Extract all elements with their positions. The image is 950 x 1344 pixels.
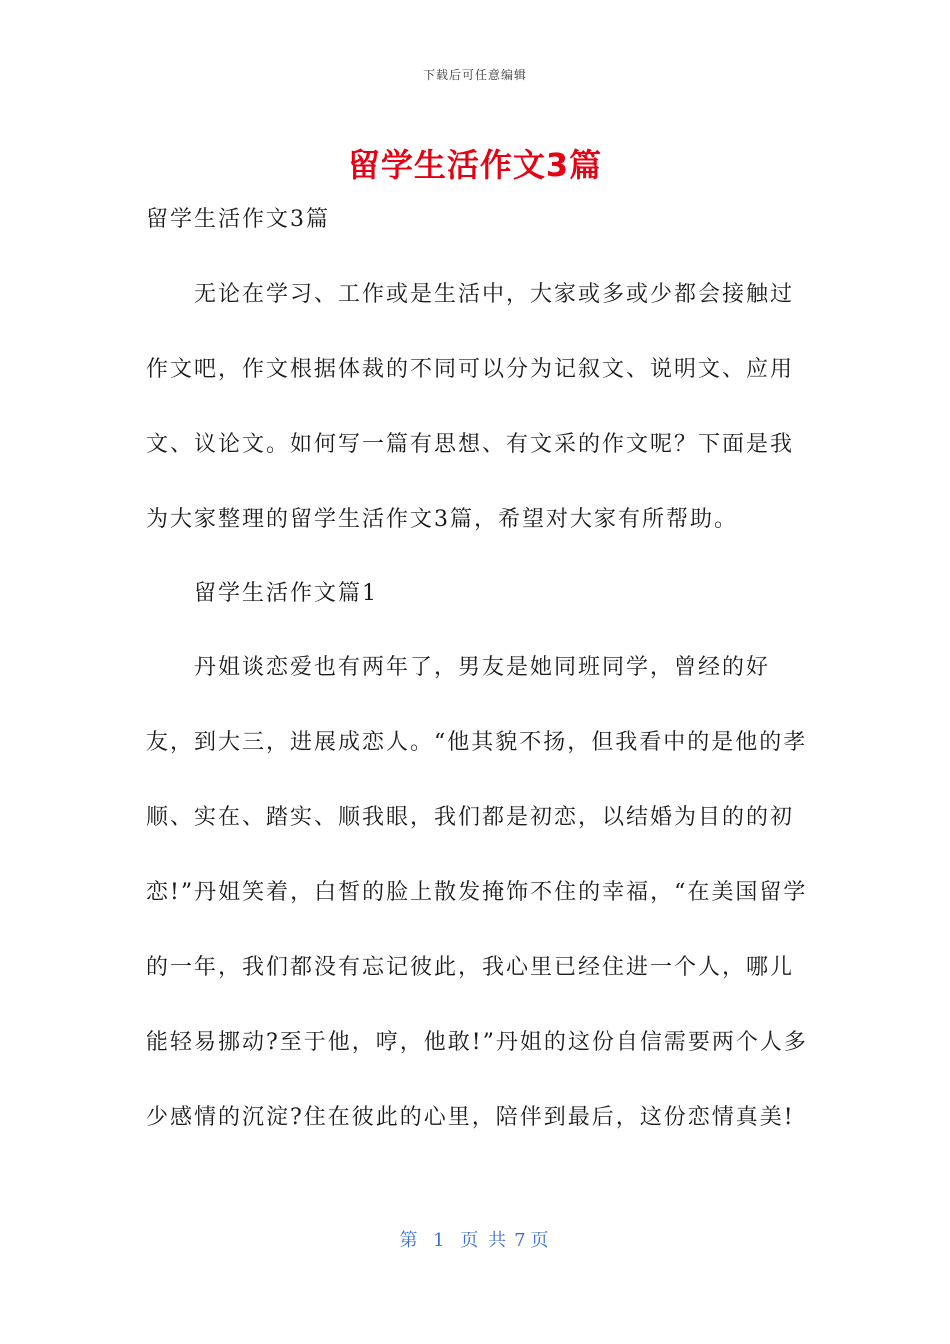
total-pages-number: 7: [514, 1230, 528, 1251]
document-body: [146, 201, 810, 1155]
current-page-number: 1: [433, 1230, 447, 1251]
section-heading: 留学生活作文篇1: [194, 581, 378, 606]
subtitle: 留学生活作文3篇: [146, 207, 330, 232]
header-note: 下载后可任意编辑: [422, 68, 527, 82]
page-label-mid: 页 共: [460, 1230, 509, 1251]
page-label-prefix: 第: [399, 1230, 420, 1251]
paragraph-story: 丹姐谈恋爱也有两年了，男友是她同班同学，曾经的好友，到大三，进展成恋人。“他其貌不扬，但我看中的是他的孝顺、实在、踏实、顺我眼，我们都是初恋，以结婚为目的的初恋!”丹姐笑着，白皙的脸上散发掩饰不住的幸福，“在美国留学的一年，我们都没有忘记彼此，我心里已经住进一个人，哪儿能轻易挪动?至于他，哼，他敢!”丹姐的这份自信需要两个人多少感情的沉淀?住在彼此的心里，陪伴到最后，这份恋情真美!: [146, 655, 808, 1130]
paragraph-intro: 无论在学习、工作或是生活中，大家或多或少都会接触过作文吧，作文根据体裁的不同可以分为记叙文、说明文、应用文、议论文。如何写一篇有思想、有文采的作文呢？下面是我为大家整理的留学生活作文3篇，希望对大家有所帮助。: [146, 282, 795, 532]
document-title: 留学生活作文3篇: [347, 146, 603, 184]
page-footer: [0, 1226, 950, 1252]
page-label-suffix: 页: [530, 1230, 551, 1251]
